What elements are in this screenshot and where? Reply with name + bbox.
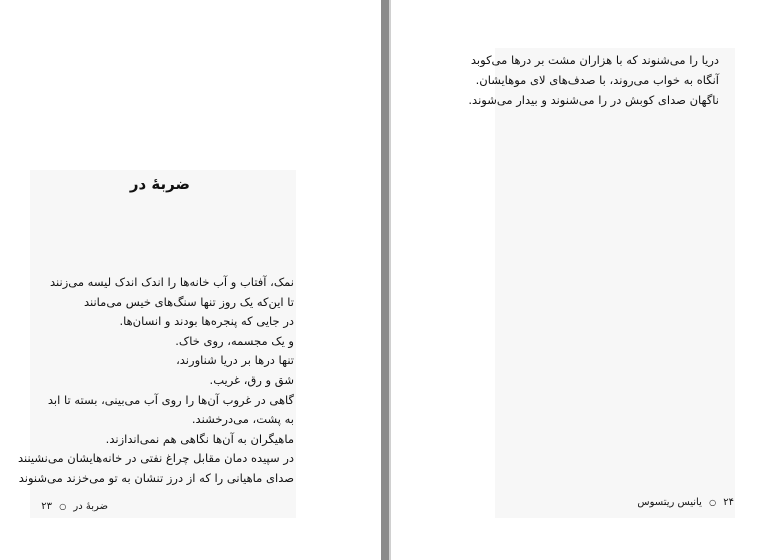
poem-line: صدای ماهیانی را که از درز تنشان به تو می‌خزند می‌شنوند [18, 470, 294, 485]
poem-line: نمک، آفتاب و آب خانه‌ها را اندک اندک لیسه می‌زنند [50, 275, 294, 289]
poem-line: گاهی در غروب آن‌ها را روی آب می‌بینی، بسته تا ابد [47, 392, 294, 407]
poem-line: تنها درها بر دریا شناورند، [176, 353, 294, 368]
poem-line: ماهیگران به آن‌ها نگاهی هم نمی‌اندازند. [105, 431, 294, 446]
right-page-footer [637, 497, 734, 508]
poem-line: در سپیده دمان مقابل چراغ نفتی در خانه‌هایشان می‌نشینند [17, 451, 294, 466]
separator-circle-icon: ○ [709, 498, 717, 507]
spine-edge [389, 0, 391, 560]
right-page [468, 48, 735, 518]
poem-line: آنگاه به خواب می‌روند، با صدف‌های لای موهایشان. [475, 73, 719, 87]
poem-line: تا این‌که یک روز تنها سنگ‌های خیس می‌مانند [83, 294, 294, 309]
poem-line: دریا را می‌شنوند که با هزاران مشت بر درها می‌کوبد [470, 53, 719, 67]
running-title: ضربهٔ در [73, 501, 108, 512]
poem-line: به پشت، می‌درخشند. [191, 412, 294, 427]
left-poem-body [17, 273, 294, 489]
poem-line: در جایی که پنجره‌ها بودند و انسان‌ها. [119, 314, 294, 329]
page-number: ۲۳ [41, 501, 53, 512]
poem-line: و یک مجسمه، روی خاک. [175, 333, 294, 348]
separator-circle-icon: ○ [59, 502, 67, 511]
right-poem-body [468, 50, 719, 110]
poem-line: ناگهان صدای کوبش در را می‌شنوند و بیدار می‌شوند. [468, 93, 719, 107]
page-number: ۲۴ [723, 497, 734, 508]
poem-line: شق و رق، غریب. [209, 372, 294, 387]
book-spine [381, 0, 389, 560]
poem-title: ضربهٔ در [129, 175, 190, 193]
running-title: یانیس ریتسوس [637, 497, 702, 508]
left-page-footer [38, 501, 108, 512]
